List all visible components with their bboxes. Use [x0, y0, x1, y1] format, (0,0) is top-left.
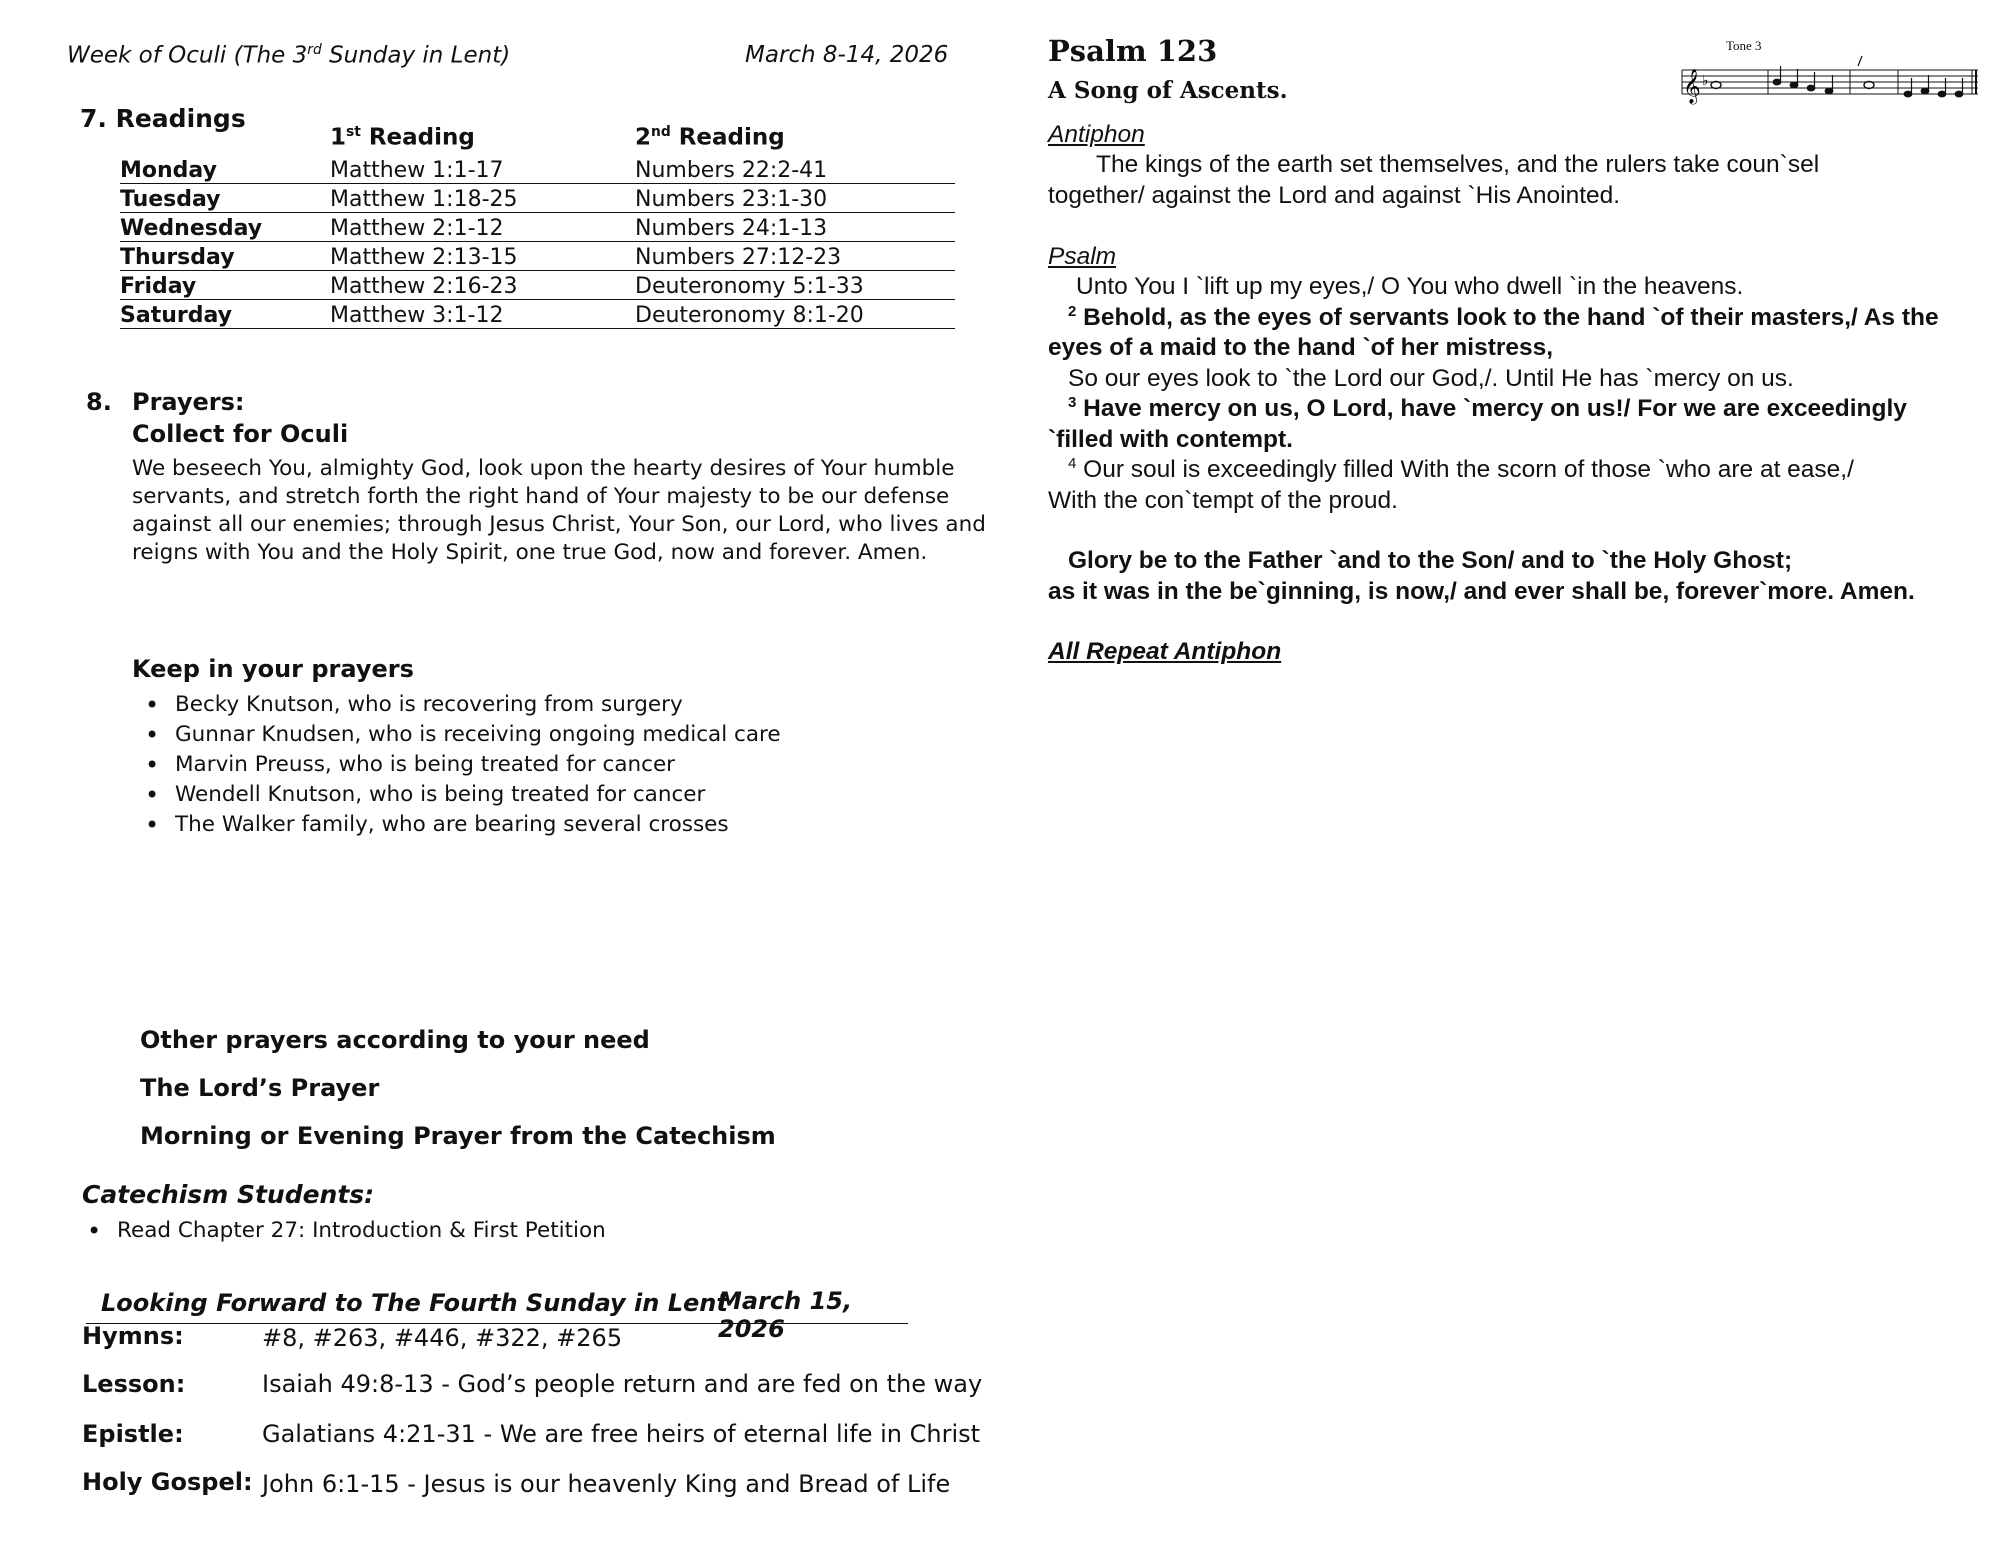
- table-row: Monday Matthew 1:1-17 Numbers 22:2-41: [120, 155, 955, 184]
- psalm-subtitle: A Song of Ascents.: [1048, 77, 1288, 104]
- tone-label: Tone 3: [1726, 38, 1762, 53]
- repeat-antiphon: All Repeat Antiphon: [1048, 638, 1282, 665]
- keep-in-prayers-title: Keep in your prayers: [132, 655, 414, 683]
- list-item: • Becky Knutson, who is recovering from surgery: [132, 690, 781, 720]
- verse-2b: So our eyes look to `the Lord our God,/. Until He has `mercy on us.: [1068, 364, 1794, 392]
- other-prayers: Other prayers according to your need: [140, 1026, 650, 1054]
- gloria-patri: Glory be to the Father `and to the Son/ and to `the Holy Ghost;: [1068, 547, 1793, 574]
- list-item: • Gunnar Knudsen, who is receiving ongoing medical care: [132, 720, 781, 750]
- collect-title: Collect for Oculi: [132, 420, 349, 448]
- forward-title: Looking Forward to The Fourth Sunday in Lent: [101, 1289, 728, 1317]
- table-row: Wednesday Matthew 2:1-12 Numbers 24:1-13: [120, 213, 955, 242]
- week-dates: March 8-14, 2026: [745, 42, 949, 68]
- chant-tone-notation: [1680, 36, 1980, 106]
- table-row: Thursday Matthew 2:13-15 Numbers 27:12-23: [120, 242, 955, 271]
- psalm-text: [1048, 272, 1998, 668]
- week-title: Week of Oculi (The 3rd Sunday in Lent): [67, 42, 511, 69]
- readings-rows: [120, 155, 955, 329]
- list-item: • The Walker family, who are bearing several crosses: [132, 810, 781, 840]
- antiphon-text: The kings of the earth set themselves, and the rulers take coun`sel together/ against the Lord and against `His Anointed.: [1048, 151, 1820, 209]
- verse-4-cont: With the con`tempt of the proud.: [1048, 486, 1398, 514]
- list-item: • Wendell Knutson, who is being treated for cancer: [132, 780, 781, 810]
- verse-3: $^3$ Have mercy on us, O Lord, have `mercy on us!/ For we are exceedingly: [1068, 393, 1907, 422]
- gloria-patri-cont: as it was in the be`ginning, is now,/ and ever shall be, forever`more. Amen.: [1048, 577, 1915, 605]
- table-row: Saturday Matthew 3:1-12 Deuteronomy 8:1-20: [120, 300, 955, 329]
- verse-3-cont: `filled with contempt.: [1048, 425, 1293, 453]
- verse-2: $^2$ Behold, as the eyes of servants look to the hand `of their masters,/ As the: [1068, 302, 1939, 331]
- catechism-list: [74, 1216, 606, 1246]
- psalm-title: Psalm 123: [1048, 34, 1218, 68]
- music-staff-icon: [1680, 54, 1980, 106]
- svg-text:𝄞: 𝄞: [1683, 69, 1701, 104]
- table-row: Friday Matthew 2:16-23 Deuteronomy 5:1-33: [120, 271, 955, 300]
- lords-prayer: The Lord’s Prayer: [140, 1074, 380, 1102]
- psalm-label: Psalm: [1048, 243, 1117, 270]
- antiphon-label: Antiphon: [1048, 121, 1145, 148]
- table-row: Tuesday Matthew 1:18-25 Numbers 23:1-30: [120, 184, 955, 213]
- forward-header: [86, 1287, 908, 1343]
- verse-2-cont: eyes of a maid to the hand `of her mistress,: [1048, 334, 1554, 361]
- morning-evening-prayer: Morning or Evening Prayer from the Catechism: [140, 1122, 776, 1150]
- svg-text:♭: ♭: [1702, 73, 1709, 89]
- forward-date: March 15, 2026: [718, 1287, 853, 1343]
- list-item: • Marvin Preuss, who is being treated for cancer: [132, 750, 781, 780]
- catechism-heading: Catechism Students:: [82, 1180, 375, 1209]
- verse-1: Unto You I `lift up my eyes,/ O You who dwell `in the heavens.: [1076, 273, 1744, 300]
- prayer-list: [132, 690, 781, 840]
- collect-text: We beseech You, almighty God, look upon the hearty desires of Your humble servants, and stretch forth the right hand of Your majesty to be our defense against all our enemies; through Jesus Christ, Your Son, our Lord, who lives and reigns with You and the Holy Spirit, one true God, now and forever. Amen.: [132, 456, 986, 565]
- verse-4: $^4$ Our soul is exceedingly filled With the scorn of those `who are at ease,/: [1068, 454, 1854, 483]
- second-reading-header-label: 2nd Reading: [635, 124, 785, 151]
- first-reading-header-label: 1st Reading: [330, 124, 475, 151]
- prayers-number: 8.: [86, 388, 112, 416]
- prayers-heading: Prayers:: [132, 388, 245, 416]
- readings-heading: 7. Readings: [80, 104, 246, 133]
- list-item: • Read Chapter 27: Introduction & First Petition: [74, 1216, 606, 1246]
